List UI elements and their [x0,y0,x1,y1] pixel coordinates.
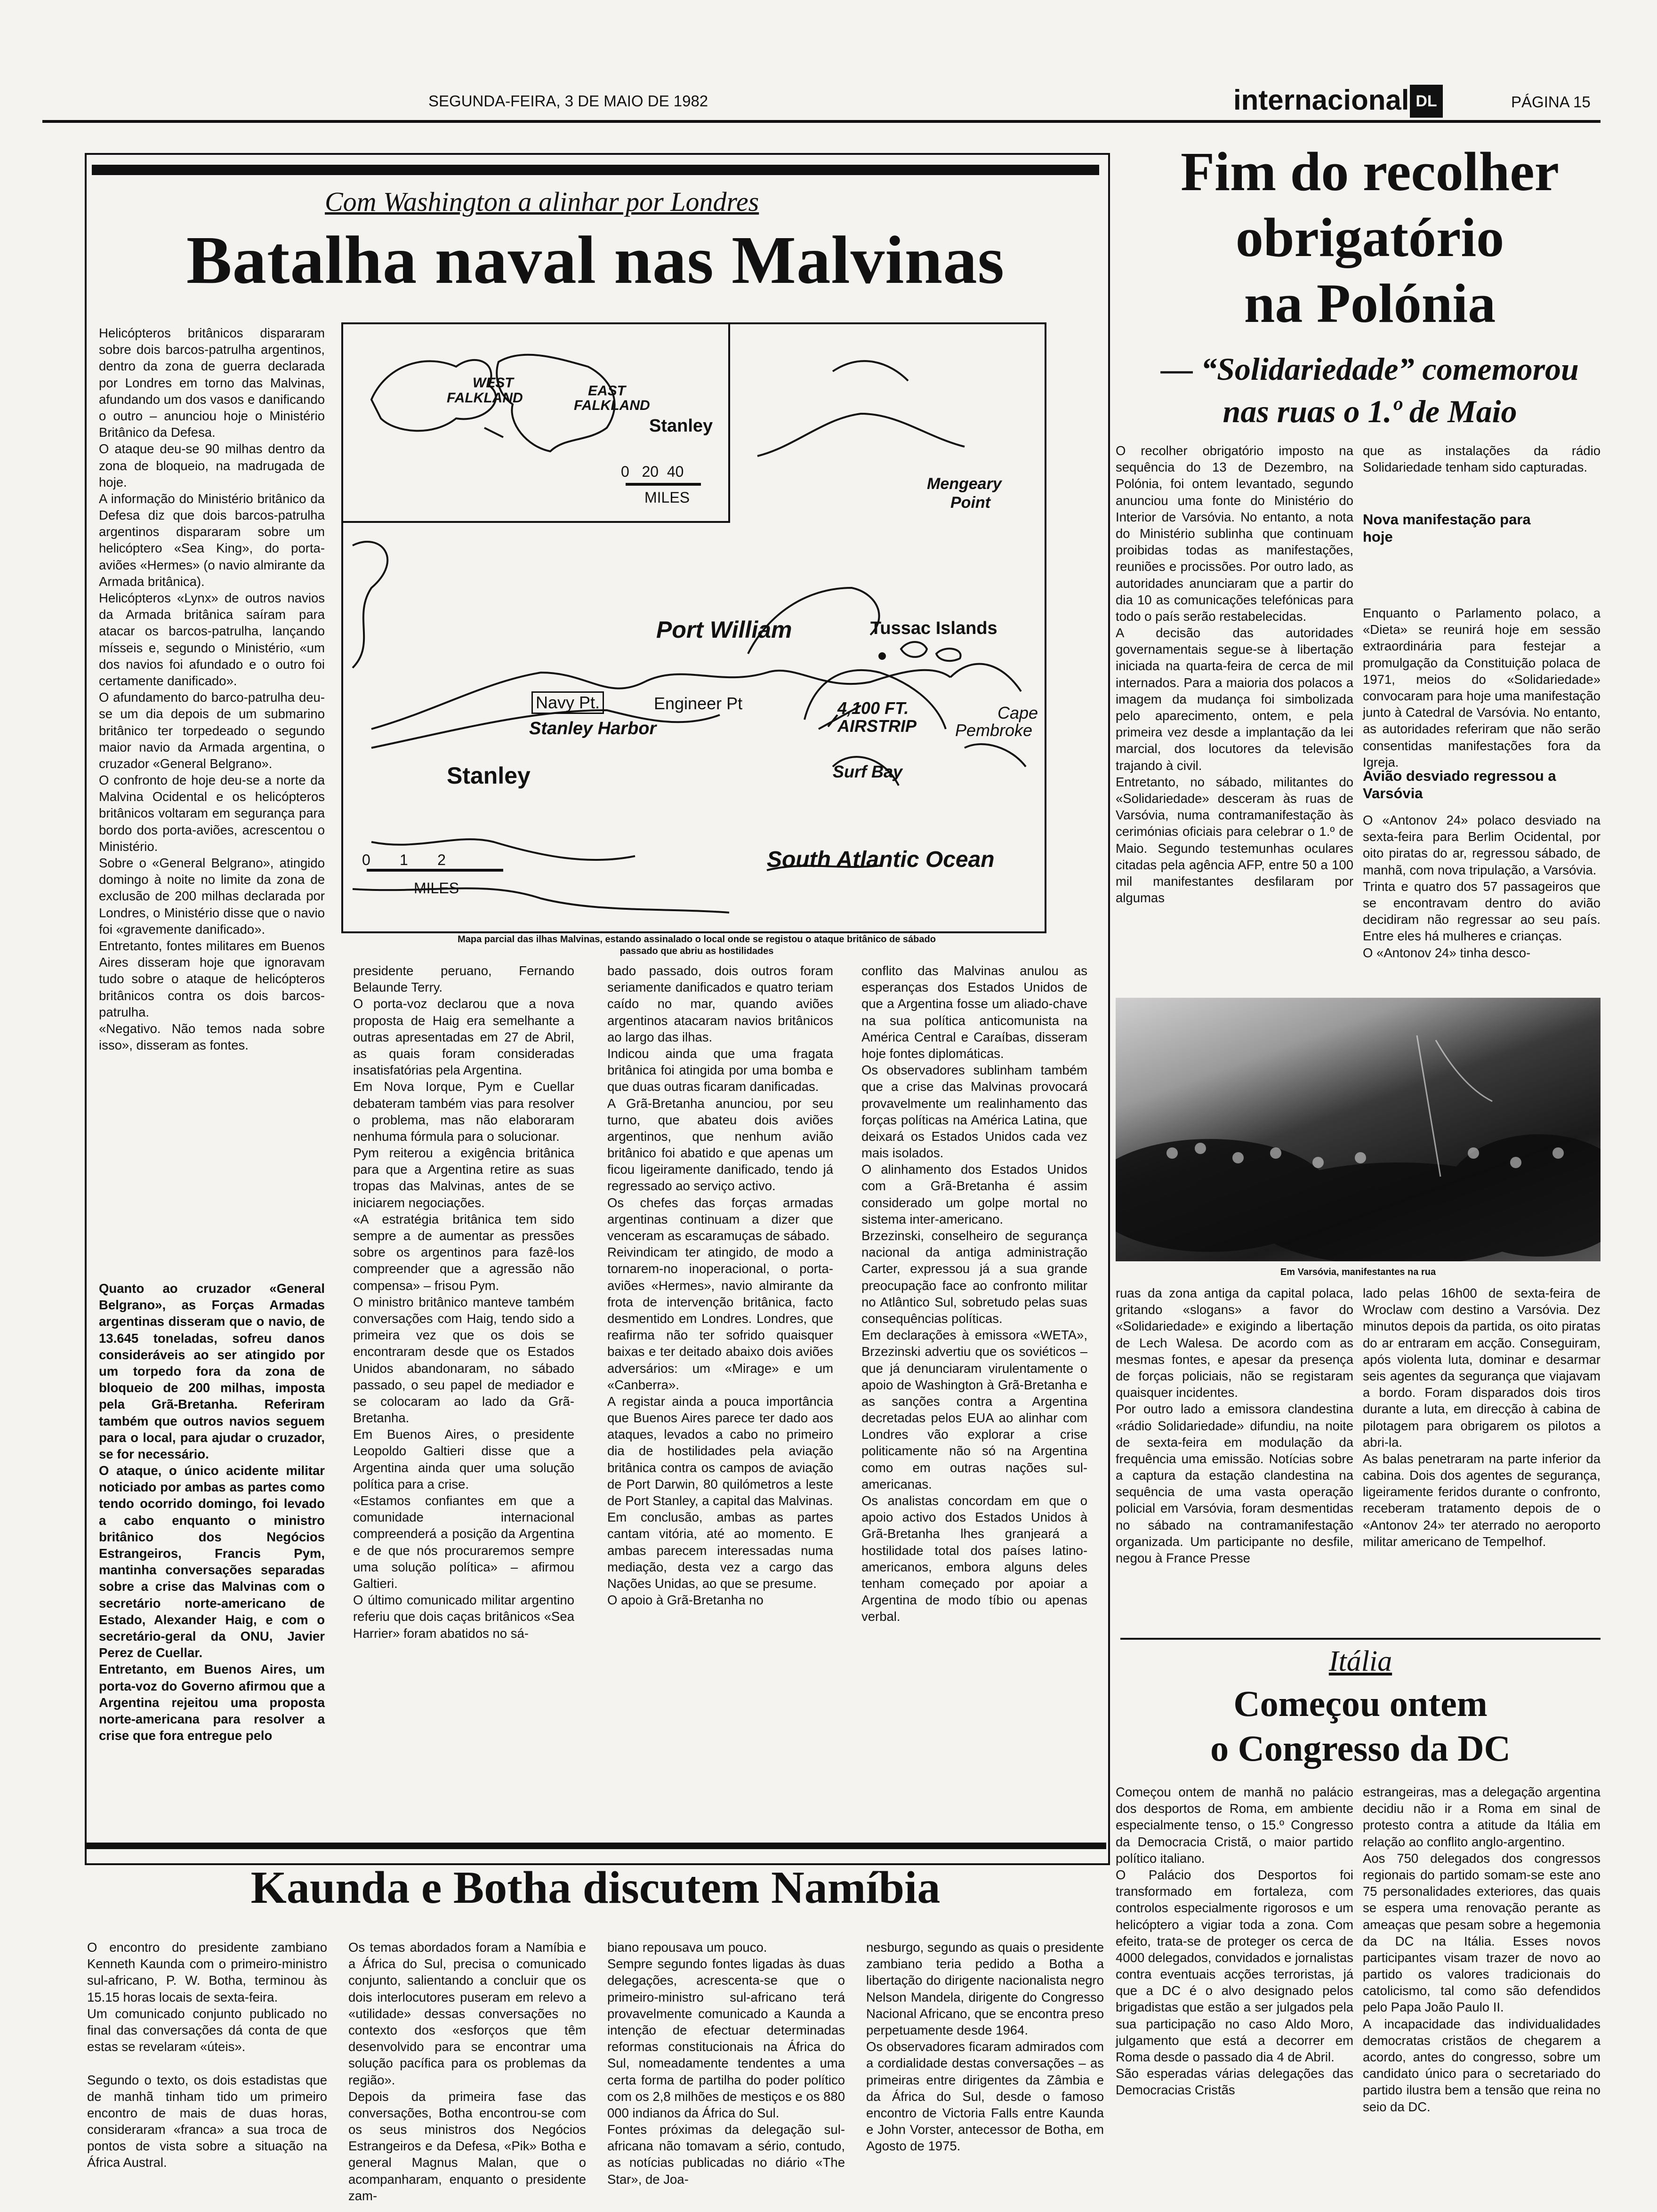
namibia-col-4: nesburgo, segundo as quais o presidente zambiano teria pedido a Botha a libertação do dirigente nacionalista negro Nelson Mandela, dirigente do Congresso Nacional Africano, que se encontra preso perpetuamente desde 1964. Os observadores ficaram admirados com a cordialidade destas conversações – as primeiras entre dirigentes da Zâmbia e da África do Sul, desde o famoso encontro de Victoria Falls entre Kaunda e John Vorster, antecessor de Botha, em Agosto de 1975. [866,1940,1104,2154]
map-label-pembroke: Pembroke [955,721,1033,740]
map-label-engineer-pt: Engineer Pt [654,694,743,713]
page-date: SEGUNDA-FEIRA, 3 DE MAIO DE 1982 [428,92,708,110]
polonia-col-3: ruas da zona antiga da capital polaca, gritando «slogans» a favor do «Solidariedade» e exigindo a libertação de Lech Walesa. De acordo com as mesmas fontes, e apesar da presença de forças policiais, não se registaram quaisquer incidentes. Por outro lado a emissora clandestina «rádio Solidariedade» difundiu, na noite de sexta-feira em modulação da frequência uma emissão. Notícias sobre a captura da estação clandestina na sequência de uma vasta operação policial em Varsóvia, foram desmentidas no sábado na contramanifestação organizada. Um participante no desfile, negou à France Presse [1116,1286,1353,1565]
malvinas-col-3: bado passado, dois outros foram seriamente danificados e quatro teriam caído no mar, quando aviões argentinos atacaram navios britânicos ao largo das ilhas. Indicou ainda que uma fragata britânica foi atingida por uma bomba e que duas outras ficaram danificadas. A Grã-Bretanha anunciou, por seu turno, que abateu dois aviões argentinos, que nenhum avião britânico foi abatido e que apenas um ficou ligeiramente danificado, tendo já regressado ao serviço activo. Os chefes das forças armadas argentinas continuam a dizer que venceram as escaramuças de sábado. Reivindicam ter atingido, de modo a tornarem-no inoperacional, o porta-aviões «Hermes», navio almirante da frota de intervenção britânica, facto desmentido em Londres. Londres, que reafirma não ter sofrido quaisquer baixas e ter deitado abaixo dois aviões adversários: um «Mirage» e um «Canberra». A registar ainda a pouca importância que Buenos Aires parece ter dado aos ataques, levados a cabo no primeiro dia de hostilidades pela aviação britânica contra os campos de aviação de Port Darwin, 80 quilómetros a leste de Port Stanley, a capital das Malvinas. Em conclusão, ambas as partes cantam vitória, até ao momento. E ambas parecem interessadas numa mediação, desta vez a cargo das Nações Unidas, ao que se presume. O apoio à Grã-Bretanha no [607,963,833,1608]
polonia-deck-1: — “Solidariedade” comemorou [1161,351,1579,387]
masthead [0,0,1657,136]
malvinas-col-1-bold: Quanto ao cruzador «General Belgrano», as Forças Armadas argentinas disseram que o navio, de 13.645 toneladas, sofreu danos consideráveis ao ser atingido por um torpedo fora da zona de bloqueio de 200 milhas, imposta pela Grã-Bretanha. Referiram também que outros navios seguem para o local, para ajudar o cruzador, se for necessário. O ataque, o único acidente militar noticiado por ambas as partes como tendo ocorrido domingo, foi levado a cabo enquanto o ministro britânico dos Negócios Estrangeiros, Francis Pym, mantinha conversações separadas sobre a crise das Malvinas com o secretário norte-americano de Estado, Alexander Haig, e com o secretário-geral da ONU, Javier Perez de Cuellar. Entretanto, em Buenos Aires, um porta-voz do Governo afirmou que a Argentina rejeitou uma proposta norte-americana para resolver a crise que fora entregue pelo [99,1281,325,1743]
italia-kicker: Itália [1328,1645,1392,1677]
section-title: internacional [1233,84,1409,116]
map-label-navy-pt: Navy Pt. [531,691,604,714]
map-label-point: Point [950,494,990,512]
map-caption-2: passado que abriu as hostilidades [619,946,774,956]
map-caption-1: Mapa parcial das ilhas Malvinas, estando assinalado o local onde se registou o ataque britânico de sábado [458,934,936,945]
polonia-headline-1: Fim do recolher [1181,141,1559,202]
polonia-col-4: lado pelas 16h00 de sexta-feira de Wroclaw com destino a Varsóvia. Dez minutos depois da partida, os oito piratas do ar entraram em acção. Conseguiram, após violenta luta, dominar e desarmar seis agentes da segurança que viajavam a bordo. Foram disparados dois tiros durante a luta, em direcção à cabina de pilotagem para obrigarem os pilotos a abri-la. As balas penetraram na parte inferior da cabina. Dois dos agentes de segurança, ligeiramente feridos durante o confronto, receberam tratamento depois de o «Antonov 24» ter aterrado no aeroporto militar americano de Tempelhof. [1363,1286,1601,1549]
map-miles: MILES [414,880,459,897]
map-label-airstrip: AIRSTRIP [837,716,917,736]
italia-col-1: Começou ontem de manhã no palácio dos desportos de Roma, em ambiente especialmente tenso, o 15.º Congresso da Democracia Cristã, o maior partido político italiano. O Palácio dos Desportos foi transformado em fortaleza, com controlos especialmente rigorosos e um helicóptero a vigiar toda a zona. Com efeito, trata-se de proteger os cerca de 4000 delegados, convidados e jornalistas contra eventuais acções terroristas, já que a DC é o alvo designado pelos brigadistas que estão a ser julgados pela sua participação no caso Aldo Moro, julgamento que está a decorrer em Roma desde o passado dia 4 de Abril. São esperadas várias delegações das Democracias Cristãs [1116,1785,1353,2098]
map-scale: 0 1 2 [362,851,446,868]
namibia-col-3: biano repousava um pouco. Sempre segundo fontes ligadas às duas delegações, acrescenta-se que o primeiro-ministro sul-africano terá provavelmente comunicado a Kaunda a intenção de efectuar determinadas reformas constitucionais na África do Sul, nomeadamente tendentes a uma certa forma de partilha do poder político com os 2,8 milhões de mestiços e os 880 000 indianos da África do Sul. Fontes próximas da delegação sul-africana não tomavam a sério, contudo, as notícias publicadas no diário «The Star», de Joa- [607,1940,845,2187]
malvinas-col-1: Helicópteros britânicos dispararam sobre dois barcos-patrulha argentinos, dentro da zona de guerra declarada por Londres em torno das Malvinas, afundando um dos vasos e danificando o outro – anunciou hoje o Ministério Britânico da Defesa. O ataque deu-se 90 milhas dentro da zona de bloqueio, na madrugada de hoje. A informação do Ministério britânico da Defesa diz que dois barcos-patrulha argentinos dispararam sobre um helicóptero «Sea King», do porta-aviões «Hermes» (o navio almirante da Armada britânica). Helicópteros «Lynx» de outros navios da Armada britânica saíram para atacar os barcos-patrulha, lançando mísseis e, segundo o Ministério, «um dos navios foi afundado e o outro foi certamente danificado». O afundamento do barco-patrulha deu-se um dia depois de um submarino britânico ter torpedeado o segundo maior navio da Armada argentina, o cruzador «General Belgrano». O confronto de hoje deu-se a norte da Malvina Ocidental e os helicópteros britânicos voltaram em segurança para bordo dos porta-aviões, acrescentou o Ministério. Sobre o «General Belgrano», atingido domingo à noite no limite da zona de exclusão de 200 milhas declarada por Londres, o Ministério disse que o navio foi «gravemente danificado». Entretanto, fontes militares em Buenos Aires disseram hoje que ignoravam tudo sobre o ataque de helicópteros britânicos contra os dois barcos-patrulha. «Negativo. Não temos nada sobre isso», disseram as fontes. [99,326,325,1053]
polonia-headline-3: na Polónia [1244,272,1496,334]
italia-headline-1: Começou ontem [1233,1683,1488,1724]
polonia-headline-2: obrigatório [1235,207,1504,268]
malvinas-map [341,322,1046,933]
namibia-top-bar [85,1843,1106,1849]
map-label-surf-bay: Surf Bay [833,762,903,781]
map-inset-miles: MILES [644,489,690,506]
map-label-port-william: Port William [656,617,792,643]
polonia-col-2-bot: O «Antonov 24» polaco desviado na sexta-feira para Berlim Ocidental, por oito piratas do ar, regressou sábado, de manhã, com nova tripulação, a Varsóvia. Trinta e quatro dos 57 passageiros que se encontravam dentro do avião decidiram não regressar ao seu país. Entre eles há mulheres e crianças. O «Antonov 24» tinha desco- [1363,813,1601,960]
warsaw-photo [1116,998,1601,1261]
italia-rule [1120,1638,1601,1640]
polonia-deck-2: nas ruas o 1.º de Maio [1223,393,1517,429]
malvinas-kicker: Com Washington a alinhar por Londres [325,186,759,217]
map-label-tussac: Tussac Islands [870,618,997,638]
map-label-stanley: Stanley [447,762,531,789]
polonia-subhead-2: Avião desviado regressou a Varsóvia [1363,768,1556,802]
map-label-west: WEST [473,375,514,391]
map-label-mengeary: Mengeary [927,475,1002,493]
namibia-col-2: Os temas abordados foram a Namíbia e a África do Sul, precisa o comunicado conjunto, salientando a concluir que os dois interlocutores puseram em relevo a «utilidade» dessas conversações no contexto dos «esforços que têm desenvolvido para se encontrar uma solução pacífica para os problemas da região». Depois da primeira fase das conversações, Botha encontrou-se com os seus ministros dos Negócios Estrangeiros e da Defesa, «Pik» Botha e general Magnus Malan, que o acompanharam, enquanto o presidente zam- [348,1940,586,2203]
map-label-east: EAST [588,383,626,399]
newspaper-logo [1410,85,1443,118]
malvinas-top-bar [92,165,1099,175]
polonia-col-2-mid: Enquanto o Parlamento polaco, a «Dieta» se reunirá hoje em sessão extraordinária para festejar a promulgação da Constituição polaca de 1971, meios do «Solidariedade» convocaram para hoje uma manifestação junto à Catedral de Varsóvia. No entanto, as autoridades referiram que não serão consentidas manifestações fora da Igreja. [1363,606,1601,769]
map-label-falkland-west: FALKLAND [447,390,523,406]
map-inset-scale: 0 20 40 [621,463,684,480]
map-label-falkland-east: FALKLAND [574,398,650,413]
italia-col-2: estrangeiras, mas a delegação argentina decidiu não ir a Roma em sinal de protesto contra a atitude da Itália em relação ao conflito anglo-argentino. Aos 750 delegados dos congressos regionais do partido somam-se este ano 75 personalidades exteriores, das quais se espera uma renovação perante as ameaças que pesam sobre a hegemonia da DC na Itália. Esses novos participantes visam trazer de novo ao partido os valores tradicionais do catolicismo, tal como são defendidos pelo Papa João Paulo II. A incapacidade das individualidades democratas cristãos de chegarem a acordo, antes do congresso, sobre um candidato único para o secretariado do partido ilustra bem a tensão que reina no seio da DC. [1363,1785,1601,2114]
malvinas-headline: Batalha naval nas Malvinas [186,223,1005,298]
map-label-ocean: South Atlantic Ocean [767,847,995,872]
polonia-col-2-top: que as instalações da rádio Solidariedade tenham sido capturadas. [1363,443,1601,475]
malvinas-col-2: presidente peruano, Fernando Belaunde Terry. O porta-voz declarou que a nova proposta de Haig era semelhante a outras apresentadas em 27 de Abril, as quais foram consideradas insatisfatórias pela Argentina. Em Nova Iorque, Pym e Cuellar debateram também vias para resolver o problema, mas não elaboraram nenhuma fórmula para o solucionar. Pym reiterou a exigência britânica para que a Argentina retire as suas tropas das Malvinas, antes de se iniciarem negociações. «A estratégia britânica tem sido sempre a de aumentar as pressões sobre os argentinos para fazê-los compreender que a agressão não compensa» – frisou Pym. O ministro britânico manteve também conversações com Haig, tendo sido a primeira vez que os dois se encontraram desde que os Estados Unidos abandonaram, no sábado passado, o seu papel de mediador e se colocaram ao lado da Grã-Bretanha. Em Buenos Aires, o presidente Leopoldo Galtieri disse que a Argentina ainda quer uma solução política para a crise. «Estamos confiantes em que a comunidade internacional compreenderá a posição da Argentina e de que nós procuraremos sempre uma solução política» – afirmou Galtieri. O último comunicado militar argentino referiu que dois caças britânicos «Sea Harrier» foram abatidos no sá- [353,963,574,1641]
polonia-col-1: O recolher obrigatório imposto na sequência do 13 de Dezembro, na Polónia, foi ontem levantado, segundo anunciou uma fonte do Ministério do Interior de Varsóvia. No entanto, a nota do Ministério sublinha que continuam proibidas todas as manifestações, reuniões e procissões. Por outro lado, as autoridades anunciaram que a partir do dia 10 as comunicações telefónicas para todo o país serão restabelecidas. A decisão das autoridades governamentais segue-se à libertação iniciada na quarta-feira de cerca de mil internados. Para a maioria dos polacos a imagem da mudança foi simbolizada pelo aparecimento, ontem, e pela primeira vez desde a implantação da lei marcial, dos locutores da televisão trajando à civil. Entretanto, no sábado, militantes do «Solidariedade» desceram às ruas de Varsóvia, numa contramanifestação às cerimónias oficiais para celebrar o 1.º de Maio. Segundo testemunhas oculares citadas pela agência AFP, entre 50 a 100 mil manifestantes desfilaram por algumas [1116,443,1353,906]
crowd-illustration [1116,998,1601,1261]
polonia-subhead-1: Nova manifestação para hoje [1363,511,1531,545]
map-label-cape: Cape [997,703,1038,722]
italia-headline-2: o Congresso da DC [1210,1728,1511,1769]
map-label-airstrip-ft: 4,100 FT. [837,698,909,718]
masthead-rule [42,120,1601,123]
namibia-col-1: O encontro do presidente zambiano Kenneth Kaunda com o primeiro-ministro sul-africano, P. W. Botha, terminou às 15.15 horas locais de sexta-feira. Um comunicado conjunto publicado no final das conversações dá conta de que estas se revelaram «úteis». Segundo o texto, os dois estadistas que de manhã tinham tido um primeiro encontro de mais de duas horas, consideraram «franca» a sua troca de pontos de vista sobre a situação na África Austral. [87,1940,327,2170]
namibia-headline: Kaunda e Botha discutem Namíbia [250,1862,941,1913]
page-number: PÁGINA 15 [1511,93,1591,111]
logo-text: DL [1416,92,1437,110]
map-label-stanley-harbor: Stanley Harbor [529,719,657,738]
malvinas-col-4: conflito das Malvinas anulou as esperanças dos Estados Unidos de que a Argentina fosse um aliado-chave na sua política anticomunista na América Central e Caraíbas, disseram hoje fontes diplomáticas. Os observadores sublinham também que a crise das Malvinas provocará provavelmente um realinhamento das forças políticas na América Latina, que deixará os Estados Unidos cada vez mais isolados. O alinhamento dos Estados Unidos com a Grã-Bretanha é assim considerado um golpe mortal no sistema inter-americano. Brzezinski, conselheiro de segurança nacional da antiga administração Carter, expressou já a sua grande preocupação face ao confronto militar no Atlântico Sul, sobretudo pelas suas consequências políticas. Em declarações à emissora «WETA», Brzezinski advertiu que os soviéticos – que já denunciaram virulentamente o apoio de Washington à Grã-Bretanha e as sanções contra a Argentina decretadas pelos EUA ao alinhar com Londres vão explorar a crise politicamente não só na Argentina como em outras nações sul-americanas. Os analistas concordam em que o apoio activo dos Estados Unidos à Grã-Bretanha lhes granjeará a hostilidade total dos países latino-americanos, embora alguns deles tenham começado por apoiar a Argentina de modo tíbio ou apenas verbal. [861,963,1087,1624]
photo-caption: Em Varsóvia, manifestantes na rua [1280,1267,1436,1277]
map-label-inset-stanley: Stanley [649,416,713,436]
